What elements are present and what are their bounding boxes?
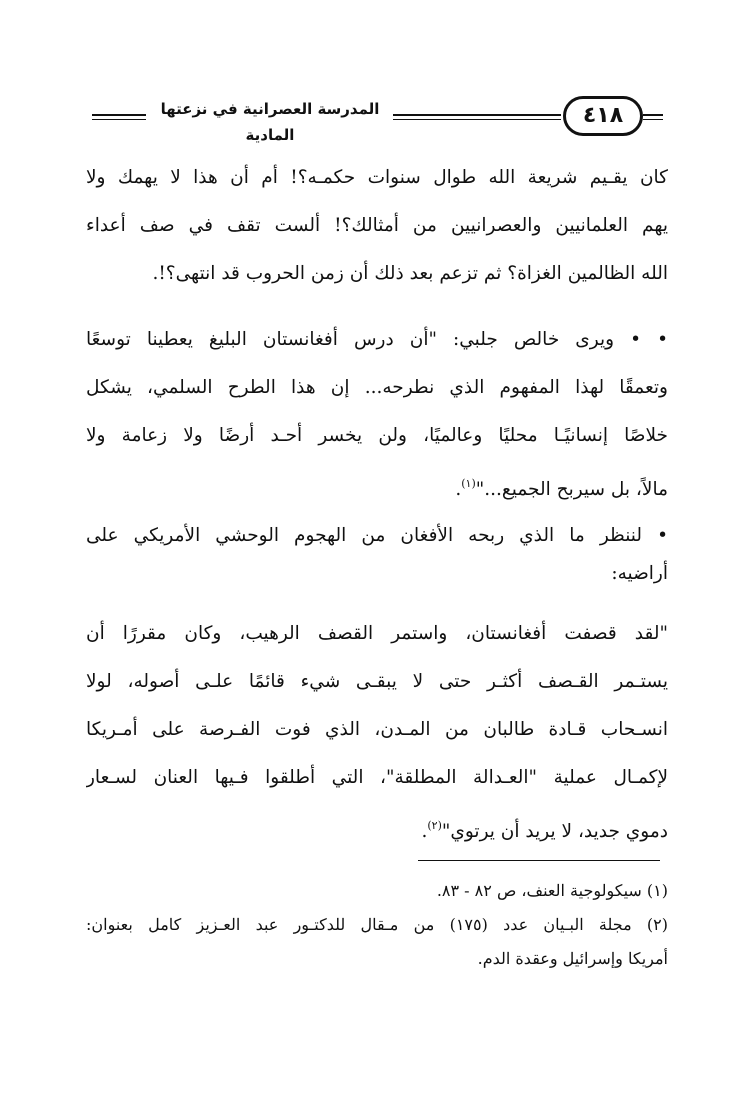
- header-rule-left: [92, 114, 146, 116]
- text-line: كان يقـيم شريعة الله طوال سنوات حكمـه؟! أم أن هذا لا يهمك ولا: [86, 167, 668, 188]
- header-rule-right: [643, 114, 663, 116]
- paragraph-2: [86, 316, 668, 508]
- running-title: المدرسة العصرانية في نزعتها المادية: [160, 100, 380, 144]
- header-rule-middle: [393, 114, 561, 116]
- quote-text: مالاً، بل سيربح الجميع...": [475, 479, 668, 500]
- text-line: وتعمقًا لهذا المفهوم الذي نطرحه... إن هذا الطرح السلمي، يشكل: [86, 377, 668, 398]
- text-line: • لننظر ما الذي ربحه الأفغان من الهجوم الوحشي الأمريكي على: [86, 525, 668, 546]
- text-line: • • ويرى خالص جلبي: "أن درس أفغانستان البليغ يعطينا توسعًا: [86, 329, 668, 350]
- footnote-1: (١) سيكولوجية العنف، ص ٨٢ - ٨٣.: [436, 881, 668, 900]
- text-line: [86, 460, 668, 508]
- text-line: أراضيه:: [611, 563, 668, 584]
- paragraph-3: [86, 516, 668, 592]
- period: .: [421, 821, 428, 842]
- footnote-2: (٢) مجلة البـيان عدد (١٧٥) من مـقال للدكتـور عبد العـزيز كامل بعنوان:: [86, 915, 669, 934]
- footnote-separator: [418, 860, 660, 861]
- footnote-ref-2: (٢): [427, 819, 442, 832]
- header-rule-left-thin: [92, 119, 146, 120]
- text-line: يستـمر القـصف أكثـر حتى لا يبقـى شيء قائمًا علـى أصوله، لولا: [86, 671, 668, 692]
- header-rule-middle-thin: [393, 119, 561, 120]
- text-line: خلاصًا إنسانيًـا محليًا وعالميًا، ولن يخسر أحـد أرضًا ولا زعامة ولا: [86, 425, 668, 446]
- footnote-2-continued: أمريكا وإسرائيل وعقدة الدم.: [477, 949, 668, 968]
- period: .: [455, 479, 462, 500]
- quote-text: دموي جديد، لا يريد أن يرتوي": [441, 821, 668, 842]
- header-rule-right-thin: [643, 119, 663, 120]
- text-line: لإكمـال عملية "العـدالة المطلقة"، التي أطلقوا فـيها العنان لسـعار: [86, 767, 668, 788]
- text-line: انسـحاب قـادة طالبان من المـدن، الذي فوت الفـرصة على أمـريكا: [86, 719, 668, 740]
- paragraph-4: [86, 610, 668, 850]
- text-line: يهم العلمانيين والعصرانيين من أمثالك؟! ألست تقف في صف أعداء: [86, 215, 668, 236]
- paragraph-1: [86, 154, 668, 298]
- footnote-ref-1: (١): [461, 477, 476, 490]
- page-number: ٤١٨: [563, 96, 643, 136]
- text-line: "لقد قصفت أفغانستان، واستمر القصف الرهيب، وكان مقررًا أن: [86, 623, 668, 644]
- text-line: الله الظالمين الغزاة؟ ثم تزعم بعد ذلك أن زمن الحروب قد انتهى؟!.: [152, 263, 668, 284]
- text-line: [86, 802, 668, 850]
